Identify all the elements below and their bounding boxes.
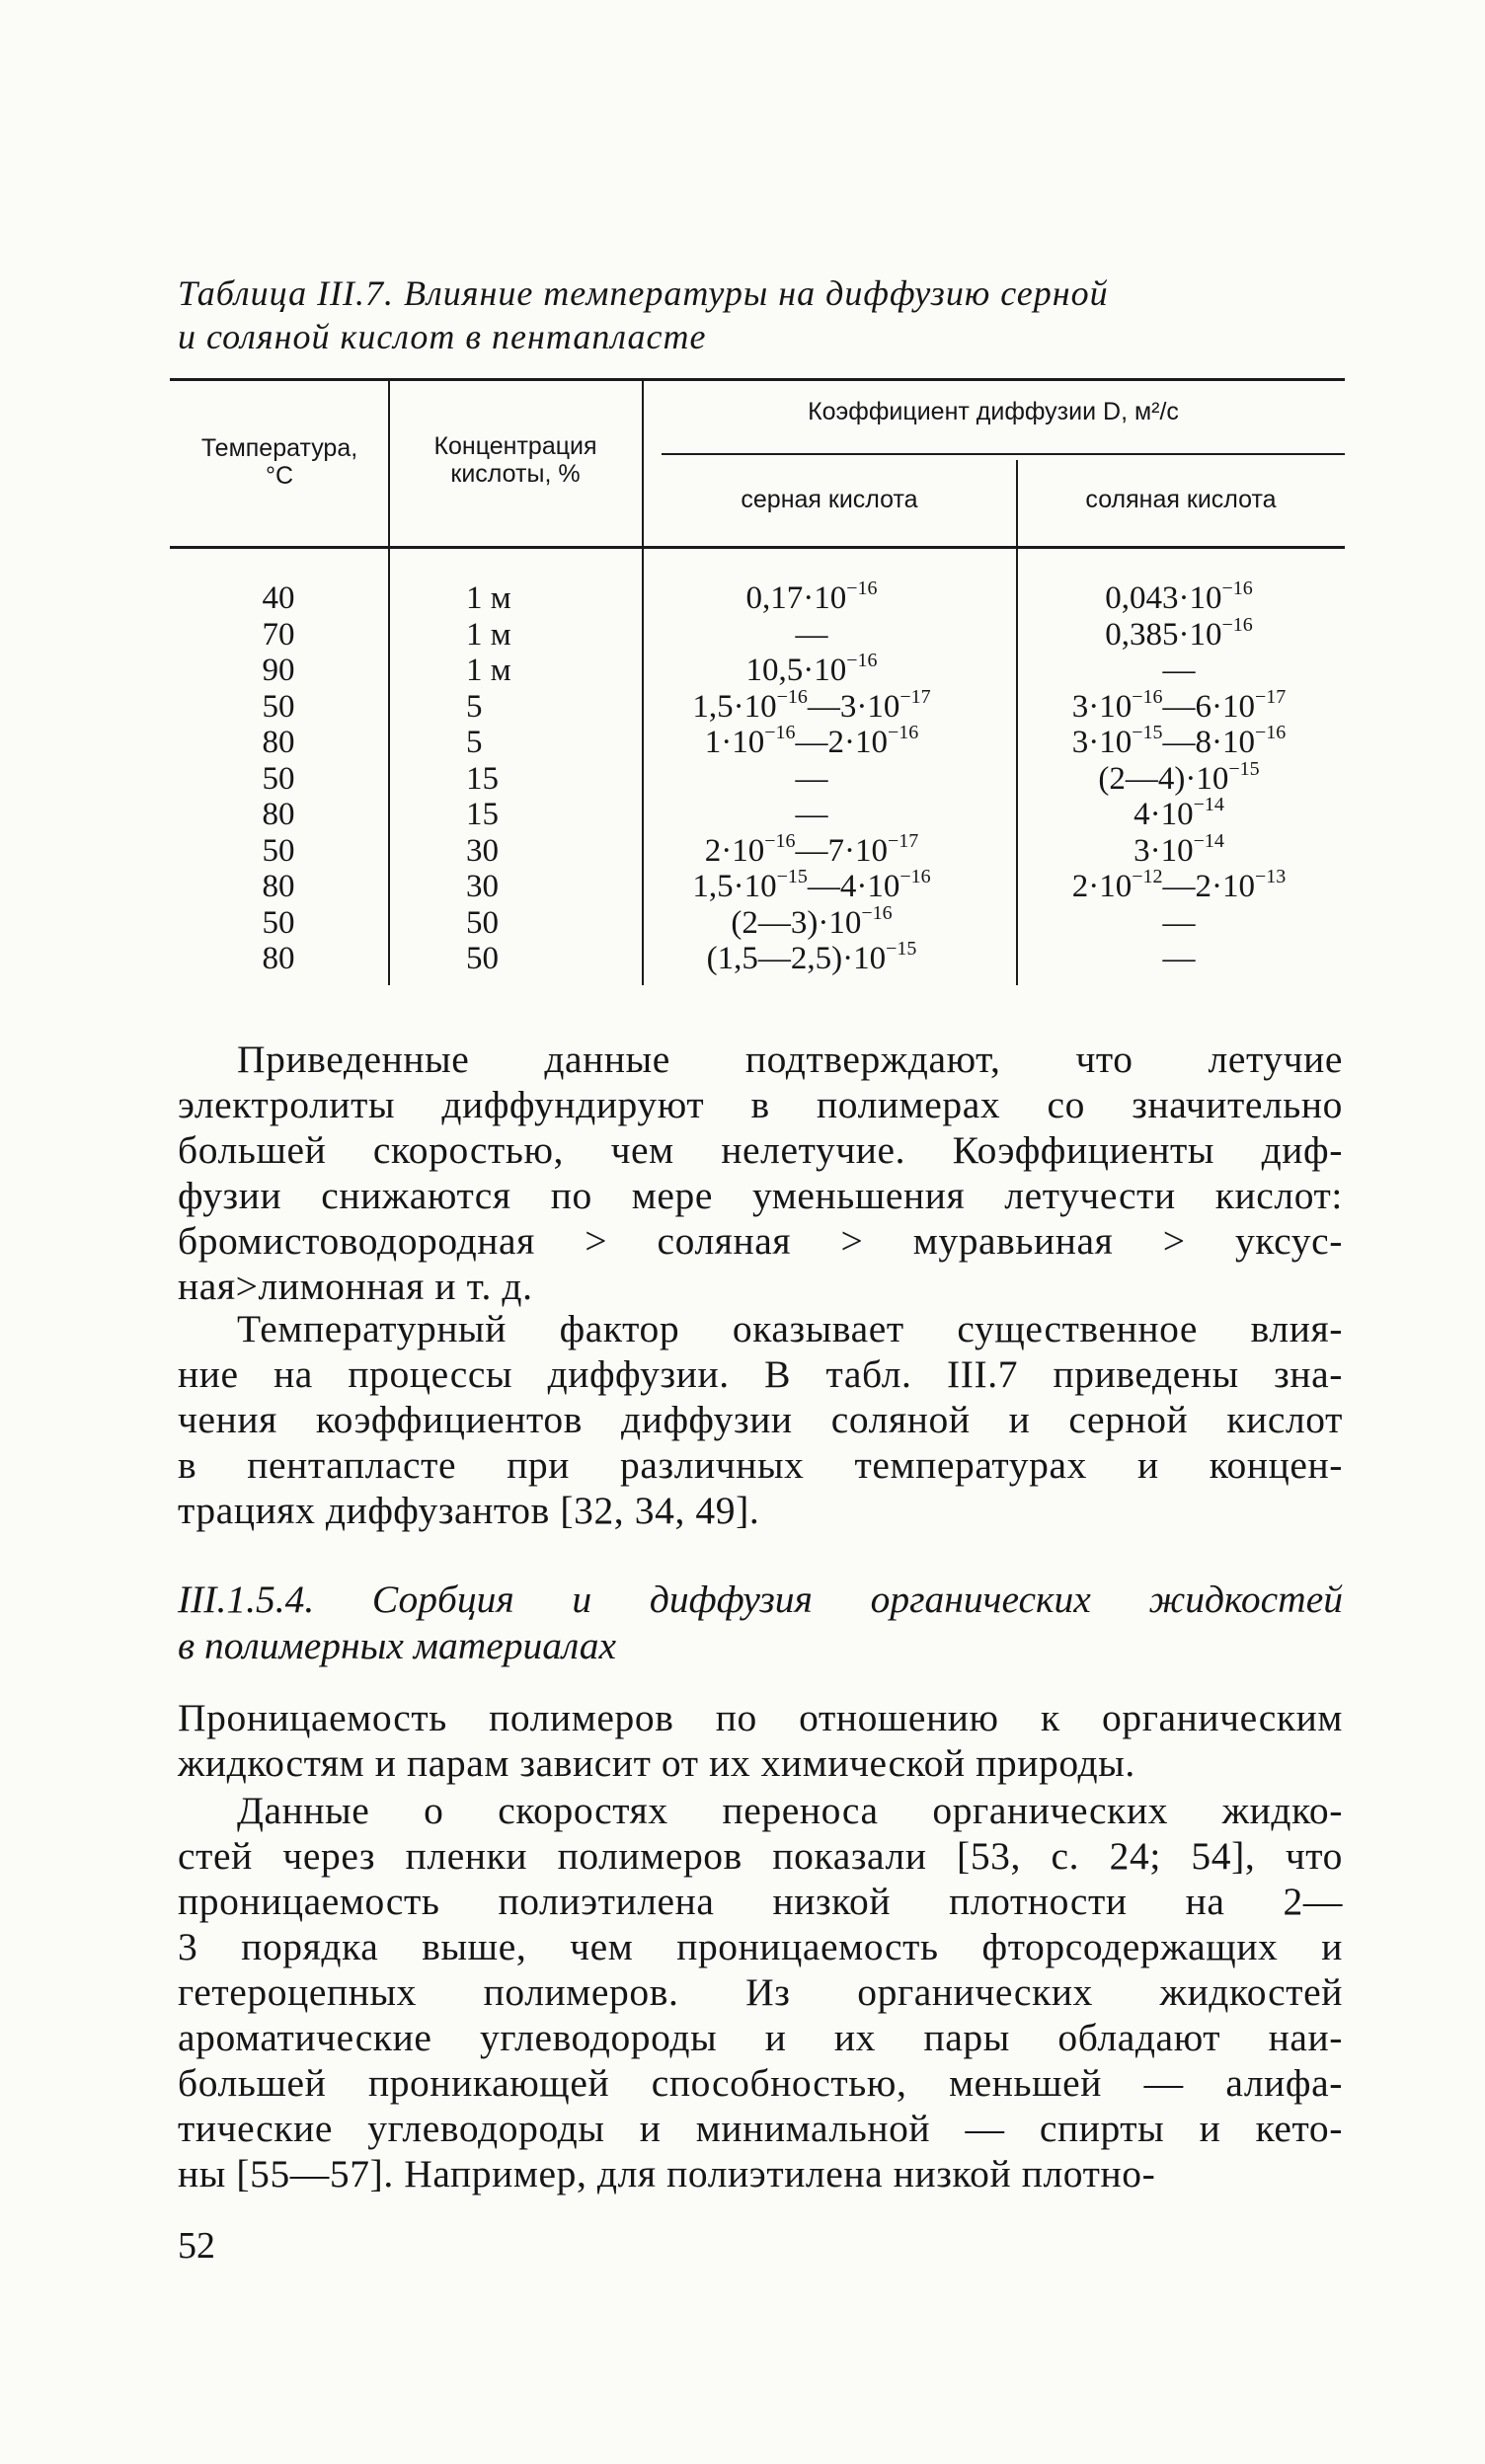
- header-hydrochloric-acid: соляная кислота: [1085, 486, 1277, 513]
- cell-concentration: [466, 761, 585, 798]
- value-text: —: [795, 760, 828, 797]
- cell-sulfuric: [634, 761, 989, 798]
- text-line: гетероцепных полимеров. Из органических жидкостей: [178, 1970, 1343, 2014]
- text-line: ны [55—57]. Например, для полиэтилена низкой плотно-: [178, 2152, 1156, 2195]
- exponent: −15: [1132, 722, 1163, 743]
- value-text: (2—4)·10: [1098, 760, 1229, 797]
- header-temperature-line1: Температура,: [200, 434, 358, 462]
- exponent: −16: [764, 722, 796, 743]
- text-line: тические углеводороды и минимальной — спирты и кето-: [178, 2107, 1343, 2150]
- column-hydrochloric-acid: [1021, 580, 1337, 977]
- cell-hydrochloric: [1021, 829, 1337, 870]
- cell-sulfuric: [634, 580, 989, 617]
- text-line: Температурный фактор оказывает существенное влия-: [237, 1307, 1343, 1350]
- text-line: жидкостям и парам зависит от их химической природы.: [178, 1741, 1135, 1785]
- value-text: 15: [466, 797, 499, 832]
- value-text: —2·10: [1162, 869, 1255, 904]
- exponent: −15: [886, 938, 917, 960]
- value-text: 40: [262, 580, 295, 616]
- cell-concentration: [466, 617, 585, 654]
- cell-hydrochloric: [1021, 757, 1337, 798]
- section-title-line: III.1.5.4. Сорбция и диффузия органических жидкостей: [178, 1578, 1343, 1621]
- cell-sulfuric: [634, 938, 989, 977]
- text-line: бромистоводородная > соляная > муравьиная > уксус-: [178, 1219, 1343, 1263]
- text-line: в пентапласте при различных температурах и концен-: [178, 1443, 1343, 1487]
- column-temperature: [229, 580, 328, 977]
- cell-hydrochloric: [1021, 866, 1337, 905]
- value-text: 1 м: [466, 616, 511, 653]
- cell-sulfuric: [634, 901, 989, 942]
- value-text: 0,385·10: [1105, 616, 1222, 653]
- exponent: −13: [1255, 866, 1287, 887]
- value-text: 50: [262, 688, 295, 725]
- cell-temperature: [229, 725, 328, 761]
- cell-temperature: [229, 761, 328, 798]
- cell-concentration: [466, 653, 585, 689]
- header-concentration-line1: Концентрация: [433, 432, 597, 460]
- text-line: Данные о скоростях переноса органических жидко-: [237, 1789, 1343, 1832]
- value-text: 2·10: [704, 832, 765, 869]
- cell-sulfuric: [634, 866, 989, 905]
- cell-sulfuric: [634, 722, 989, 761]
- value-text: 50: [466, 941, 499, 976]
- value-text: —2·10: [795, 725, 888, 760]
- value-text: —: [795, 616, 828, 653]
- caption-line-2: и соляной кислот в пентапласте: [178, 317, 707, 356]
- cell-concentration: [466, 689, 585, 726]
- cell-temperature: [229, 869, 328, 905]
- value-text: (2—3)·10: [731, 904, 862, 941]
- cell-hydrochloric: [1021, 941, 1337, 977]
- text-line: ароматические углеводороды и их пары обладают наи-: [178, 2016, 1343, 2059]
- value-text: 50: [262, 904, 295, 941]
- cell-sulfuric: [634, 650, 989, 689]
- value-text: 80: [262, 797, 295, 832]
- exponent: −17: [899, 685, 931, 708]
- exponent: −12: [1132, 866, 1163, 887]
- header-concentration-line2: кислоты, %: [450, 460, 581, 488]
- value-text: 0,17·10: [745, 580, 847, 616]
- value-text: 80: [262, 725, 295, 760]
- exponent: −15: [1228, 757, 1260, 780]
- value-text: 30: [466, 832, 499, 869]
- value-text: 80: [262, 869, 295, 904]
- value-text: 1,5·10: [692, 688, 777, 725]
- exponent: −16: [846, 650, 878, 671]
- section-title-line: в полимерных материалах: [178, 1624, 617, 1667]
- exponent: −17: [888, 829, 919, 852]
- value-text: 2·10: [1071, 869, 1133, 904]
- cell-temperature: [229, 653, 328, 689]
- cell-hydrochloric: [1021, 905, 1337, 942]
- header-diffusion-coefficient: Коэффициент диффузии D, м²/с: [808, 398, 1179, 425]
- cell-temperature: [229, 941, 328, 977]
- cell-concentration: [466, 797, 585, 833]
- cell-concentration: [466, 833, 585, 870]
- value-text: —: [1162, 653, 1196, 688]
- value-text: 50: [466, 904, 499, 941]
- value-text: —4·10: [807, 869, 900, 904]
- value-text: 3·10: [1071, 725, 1133, 760]
- value-text: 3·10: [1071, 688, 1133, 725]
- text-line: ная>лимонная и т. д.: [178, 1265, 533, 1308]
- exponent: −14: [1193, 829, 1224, 852]
- cell-sulfuric: [634, 797, 989, 833]
- value-text: 1,5·10: [692, 869, 777, 904]
- cell-temperature: [229, 833, 328, 870]
- value-text: 30: [466, 869, 499, 904]
- text-line: большей проникающей способностью, меньшей — алифа-: [178, 2061, 1343, 2105]
- cell-sulfuric: [634, 829, 989, 870]
- exponent: −16: [1221, 578, 1253, 599]
- text-line: ние на процессы диффузии. В табл. III.7 приведены зна-: [178, 1352, 1343, 1396]
- value-text: —8·10: [1162, 725, 1255, 760]
- col-divider-3: [1016, 460, 1018, 985]
- value-text: —: [1162, 904, 1196, 941]
- section-title: [178, 1577, 1343, 1669]
- value-text: 50: [262, 760, 295, 797]
- text-line: трациях диффузантов [32, 34, 49].: [178, 1489, 760, 1532]
- exponent: −15: [776, 866, 808, 887]
- value-text: —7·10: [795, 832, 888, 869]
- value-text: 90: [262, 653, 295, 688]
- value-text: —: [1162, 941, 1196, 976]
- header-sulfuric-acid: серная кислота: [741, 486, 918, 513]
- value-text: 70: [262, 616, 295, 653]
- value-text: 4·10: [1133, 797, 1194, 832]
- header-temperature: [170, 434, 389, 490]
- exponent: −16: [764, 829, 796, 852]
- column-concentration: [466, 580, 585, 977]
- cell-concentration: [466, 580, 585, 617]
- value-text: —3·10: [807, 688, 900, 725]
- text-line: чения коэффициентов диффузии соляной и серной кислот: [178, 1398, 1343, 1441]
- paragraph-permeability: [178, 1695, 1343, 1786]
- exponent: −16: [1221, 613, 1253, 636]
- cell-concentration: [466, 725, 585, 761]
- value-text: (1,5—2,5)·10: [706, 941, 887, 976]
- table-top-rule: [170, 378, 1345, 381]
- value-text: 5: [466, 688, 483, 725]
- text-line: 3 порядка выше, чем проницаемость фторсодержащих и: [178, 1925, 1343, 1968]
- header-bottom-rule: [170, 546, 1345, 549]
- exponent: −16: [861, 901, 893, 924]
- cell-temperature: [229, 689, 328, 726]
- exponent: −14: [1193, 794, 1224, 815]
- cell-concentration: [466, 905, 585, 942]
- paragraph-temperature-factor: [178, 1306, 1343, 1533]
- column-sulfuric-acid: [634, 580, 989, 977]
- text-line: стей через пленки полимеров показали [53, с. 24; 54], что: [178, 1834, 1343, 1878]
- text-line: Приведенные данные подтверждают, что летучие: [237, 1038, 1343, 1081]
- exponent: −17: [1255, 685, 1287, 708]
- text-line: большей скоростью, чем нелетучие. Коэффициенты диф-: [178, 1128, 1343, 1172]
- cell-temperature: [229, 580, 328, 617]
- cell-temperature: [229, 617, 328, 654]
- exponent: −16: [846, 578, 878, 599]
- cell-temperature: [229, 797, 328, 833]
- cell-sulfuric: [634, 685, 989, 726]
- paragraph-transfer-rates: [178, 1788, 1343, 2196]
- value-text: 5: [466, 725, 483, 760]
- value-text: 10,5·10: [745, 653, 847, 688]
- text-line: электролиты диффундируют в полимерах со значительно: [178, 1083, 1343, 1126]
- value-text: 50: [262, 832, 295, 869]
- table-caption: [178, 271, 1175, 358]
- cell-hydrochloric: [1021, 794, 1337, 833]
- cell-hydrochloric: [1021, 613, 1337, 654]
- cell-hydrochloric: [1021, 653, 1337, 689]
- value-text: —: [795, 797, 828, 832]
- value-text: 0,043·10: [1105, 580, 1222, 616]
- page-number: 52: [178, 2225, 215, 2267]
- value-text: 3·10: [1133, 832, 1194, 869]
- value-text: —6·10: [1162, 688, 1255, 725]
- exponent: −16: [776, 685, 808, 708]
- value-text: 1 м: [466, 580, 511, 616]
- cell-hydrochloric: [1021, 580, 1337, 617]
- cell-sulfuric: [634, 617, 989, 654]
- exponent: −16: [888, 722, 919, 743]
- text-line: проницаемость полиэтилена низкой плотности на 2—: [178, 1880, 1343, 1923]
- header-concentration: [389, 432, 642, 488]
- value-text: 1 м: [466, 653, 511, 688]
- exponent: −16: [899, 866, 931, 887]
- diffusion-table: [170, 373, 1345, 985]
- value-text: 1·10: [704, 725, 765, 760]
- caption-line-1: Таблица III.7. Влияние температуры на диффузию серной: [178, 273, 1109, 313]
- text-line: Проницаемость полимеров по отношению к органическим: [178, 1696, 1343, 1739]
- cell-hydrochloric: [1021, 685, 1337, 726]
- paragraph-volatile-electrolytes: [178, 1037, 1343, 1309]
- cell-concentration: [466, 869, 585, 905]
- exponent: −16: [1132, 685, 1163, 708]
- cell-concentration: [466, 941, 585, 977]
- cell-temperature: [229, 905, 328, 942]
- subheader-rule: [662, 453, 1345, 455]
- text-line: фузии снижаются по мере уменьшения летучести кислот:: [178, 1174, 1343, 1217]
- value-text: 15: [466, 760, 499, 797]
- cell-hydrochloric: [1021, 722, 1337, 761]
- value-text: 80: [262, 941, 295, 976]
- header-temperature-line2: °С: [265, 462, 294, 490]
- exponent: −16: [1255, 722, 1287, 743]
